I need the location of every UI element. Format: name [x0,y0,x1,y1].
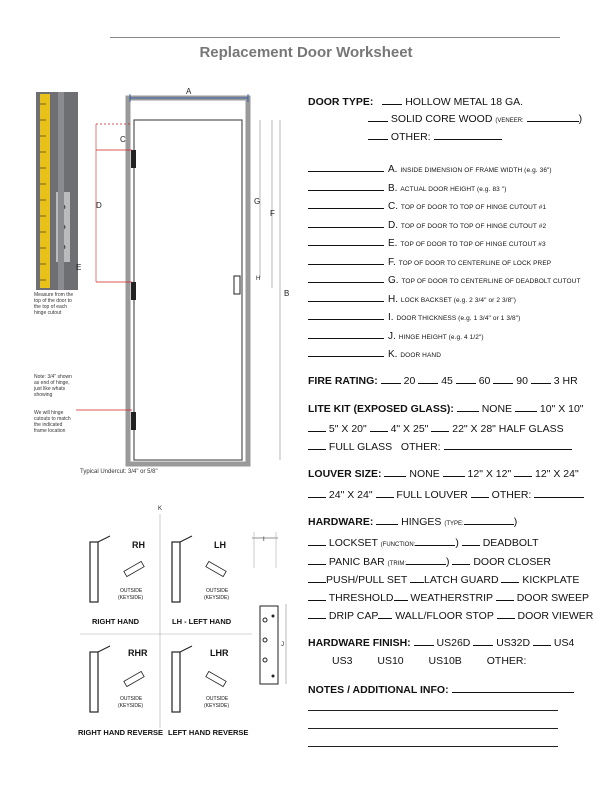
notes-line-2[interactable] [308,728,558,729]
latch-guard-label: LATCH GUARD [424,574,499,586]
lhr-keyside: (KEYSIDE) [204,703,230,709]
finish-us32d-checkbox[interactable] [473,636,493,646]
lite-none-label: NONE [481,403,513,415]
kickplate-label: KICKPLATE [522,574,580,586]
note-measure: Measure from the top of the door to the top of each hinge cutout [34,292,74,316]
lite-10x10-label: 10" X 10" [539,403,584,415]
fire-60-label: 60 [478,375,491,387]
notes-row [308,683,574,696]
hardware-finish-row-2 [332,655,526,667]
lite-kit-label: LITE KIT (EXPOSED GLASS): [308,403,454,415]
threshold-label: THRESHOLD [328,592,394,604]
lite-other-label: OTHER: [400,441,441,453]
lite-5x20-checkbox[interactable] [308,422,326,432]
louver-24x24-label: 24" X 24" [328,489,373,501]
note-cutouts: We will hinge cutouts to match the indicated frame location [34,410,71,434]
louver-none-checkbox[interactable] [384,467,406,477]
fire-20-label: 20 [403,375,416,387]
measurement-row-f: F. TOP OF DOOR TO CENTERLINE OF LOCK PREP [308,255,581,274]
veneer-input[interactable] [527,112,579,122]
measurement-input-d[interactable] [308,218,384,228]
lite-full-glass-checkbox[interactable] [308,440,326,450]
dim-label-d: D [96,201,102,210]
wall-floor-stop-label: WALL/FLOOR STOP [395,610,494,622]
louver-12x24-checkbox[interactable] [514,467,532,477]
door-elevation-diagram [76,84,300,480]
door-type-other-input[interactable] [434,130,502,140]
lite-4x25-checkbox[interactable] [370,422,388,432]
measurement-input-a[interactable] [308,162,384,172]
dim-label-a: A [186,87,192,96]
panic-trim-label: (TRIM: [387,561,406,567]
door-type-other-label: OTHER: [390,131,431,143]
top-rule [110,37,560,38]
finish-us32d-label: US32D [496,637,531,649]
door-viewer-label: DOOR VIEWER [517,610,594,622]
fire-45-label: 45 [441,375,453,387]
measurement-row-g: G. TOP OF DOOR TO CENTERLINE OF DEADBOLT CUTOUT [308,273,581,292]
rh-outside: OUTSIDE [120,588,143,594]
lockset-function-label: (FUNCTION: [380,542,416,548]
rhr-outside: OUTSIDE [120,696,143,702]
louver-row-1 [308,467,579,480]
lite-kit-row-2 [308,422,564,435]
louver-24x24-checkbox[interactable] [308,488,326,498]
fire-45-checkbox[interactable] [418,374,438,384]
notes-line-3[interactable] [308,746,558,747]
measurement-row-k: K. DOOR HAND [308,347,581,366]
door-knob [234,276,240,294]
hinges-type-input[interactable] [464,515,514,525]
louver-full-label: FULL LOUVER [396,489,468,501]
louver-label: LOUVER SIZE: [308,468,382,480]
measurement-row-a: A. INSIDE DIMENSION OF FRAME WIDTH (e.g. 36") [308,162,581,181]
fire-90-checkbox[interactable] [493,374,513,384]
hand-code-lh: LH [214,540,226,550]
push-pull-label: PUSH/PULL SET [326,574,408,586]
louver-full-checkbox[interactable] [376,488,394,498]
measurement-input-h[interactable] [308,292,384,302]
hand-code-rhr: RHR [128,648,148,658]
dim-label-i: I [263,537,265,543]
lite-22x28-checkbox[interactable] [431,422,449,432]
fire-rating-row [308,374,578,387]
dim-label-e: E [76,263,82,272]
hand-label-rh: RIGHT HAND [92,617,140,626]
hardware-label: HARDWARE: [308,516,374,528]
hinge-detail-diagram [250,528,290,688]
lite-full-glass-label: FULL GLASS [328,441,393,453]
dim-label-b: B [284,289,290,298]
lite-kit-row-3 [308,440,572,453]
hardware-row-4 [308,573,579,586]
hardware-finish-label: HARDWARE FINISH: [308,637,411,649]
dim-label-k: K [158,506,163,512]
panic-bar-checkbox[interactable] [308,555,326,565]
hinge-2 [131,282,136,300]
door-sweep-checkbox[interactable] [496,591,514,601]
dim-label-f: F [270,209,275,218]
louver-other-checkbox[interactable] [471,488,489,498]
measurement-input-e[interactable] [308,236,384,246]
measurement-input-g[interactable] [308,273,384,283]
hand-label-lh: LH - LEFT HAND [172,617,232,626]
panic-trim-input[interactable] [406,555,446,565]
hinges-checkbox[interactable] [376,515,398,525]
door-type-hollow-checkbox[interactable] [382,95,402,105]
finish-us10-label[interactable]: US10 [377,655,404,667]
lite-none-checkbox[interactable] [457,402,479,412]
dim-label-g: G [254,197,261,206]
kickplate-checkbox[interactable] [501,573,519,583]
hinge-photo [36,92,78,290]
door-sweep-label: DOOR SWEEP [516,592,590,604]
rh-keyside: (KEYSIDE) [118,595,144,601]
measurement-row-e: E. TOP OF DOOR TO TOP OF HINGE CUTOUT #3 [308,236,581,255]
lockset-checkbox[interactable] [308,536,326,546]
measurement-input-k[interactable] [308,347,384,357]
finish-us26d-checkbox[interactable] [414,636,434,646]
door-type-hollow-label: HOLLOW METAL 18 GA. [405,96,524,108]
measurement-row-d: D. TOP OF DOOR TO TOP OF HINGE CUTOUT #2 [308,218,581,237]
lockset-function-input[interactable] [415,536,455,546]
weatherstrip-label: WEATHERSTRIP [410,592,493,604]
door-type-label: DOOR TYPE: [308,96,374,108]
weatherstrip-checkbox[interactable] [394,591,408,601]
hinge-3 [131,412,136,430]
fire-60-checkbox[interactable] [456,374,476,384]
lh-keyside: (KEYSIDE) [204,595,230,601]
hinges-label: HINGES [401,516,442,528]
lite-kit-row-1 [308,402,584,415]
dim-label-j: J [281,642,284,648]
finish-us26d-label: US26D [436,637,471,649]
lite-other-input[interactable] [444,440,572,450]
fire-20-checkbox[interactable] [381,374,401,384]
hardware-row-1: HARDWARE: HINGES (TYPE: ) [308,516,518,528]
note-hinge-end: Note: 3/4" shown as end of hinge, just like whats showing [34,374,72,398]
door-type-other-checkbox[interactable] [368,130,388,140]
louver-other-label: OTHER: [491,489,532,501]
door-type-wood-label: SOLID CORE WOOD [390,113,493,125]
measurement-input-f[interactable] [308,255,384,265]
drip-cap-checkbox[interactable] [308,609,326,619]
measurement-row-h: H. LOCK BACKSET (e.g. 2 3/4" or 2 3/8") [308,292,581,311]
lockset-label: LOCKSET [328,537,378,549]
hinge-1 [131,150,136,168]
measurement-input-b[interactable] [308,181,384,191]
measurement-row-c: C. TOP OF DOOR TO TOP OF HINGE CUTOUT #1 [308,199,581,218]
louver-12x12-label: 12" X 12" [467,468,512,480]
deadbolt-label: DEADBOLT [482,537,539,549]
dim-label-h: H [256,276,261,282]
door-type-wood-row: SOLID CORE WOOD (VENEER: ) [368,112,582,125]
lhr-outside: OUTSIDE [206,696,229,702]
hardware-row-3: PANIC BAR (TRIM: ) DOOR CLOSER [308,555,551,568]
drip-cap-label: DRIP CAP [328,610,379,622]
page-title: Replacement Door Worksheet [199,44,413,61]
lite-5x20-label: 5" X 20" [328,423,367,435]
measurement-input-c[interactable] [308,199,384,209]
rhr-keyside: (KEYSIDE) [118,703,144,709]
door-type-other-row [368,130,502,143]
push-pull-checkbox[interactable] [308,573,326,583]
panic-bar-label: PANIC BAR [328,556,385,568]
door-type-wood-checkbox[interactable] [368,112,388,122]
measurement-row-b: B. ACTUAL DOOR HEIGHT (e.g. 83 ") [308,181,581,200]
lite-4x25-label: 4" X 25" [390,423,429,435]
hand-code-rh: RH [132,540,145,550]
louver-other-input[interactable] [534,488,584,498]
louver-row-2 [308,488,584,501]
door-closer-label: DOOR CLOSER [473,556,551,568]
hinges-type-label: (TYPE: [444,521,464,527]
door-closer-checkbox[interactable] [452,555,470,565]
louver-12x24-label: 12" X 24" [535,468,579,480]
hand-code-lhr: LHR [210,648,229,658]
notes-label: NOTES / ADDITIONAL INFO: [308,684,449,696]
fire-3hr-label: 3 HR [553,375,578,387]
veneer-label: (VENEER: [495,118,524,124]
finish-us3-label[interactable]: US3 [332,655,353,667]
fire-3hr-checkbox[interactable] [531,374,551,384]
undercut-note: Typical Undercut: 3/4" or 5/8" [80,469,158,475]
lite-22x28-label: 22" X 28" HALF GLASS [452,423,564,435]
hardware-finish-row-1 [308,636,574,649]
hand-label-rhr: RIGHT HAND REVERSE [78,728,164,737]
fire-90-label: 90 [516,375,528,387]
latch-guard-checkbox[interactable] [410,573,424,583]
louver-12x12-checkbox[interactable] [443,467,465,477]
door-type-row [308,95,523,108]
hardware-row-5 [308,591,589,604]
hardware-row-2: LOCKSET (FUNCTION: ) DEADBOLT [308,536,539,549]
finish-us4-label: US4 [553,637,575,649]
lite-10x10-checkbox[interactable] [515,402,537,412]
measurement-row-i: I. DOOR THICKNESS (e.g. 1 3/4" or 1 3/8") [308,310,581,329]
finish-us4-checkbox[interactable] [533,636,551,646]
door-viewer-checkbox[interactable] [497,609,515,619]
hardware-row-6 [308,609,593,622]
notes-input-0[interactable] [452,683,574,693]
finish-other-label[interactable]: OTHER: [486,655,527,667]
measurements-list [308,162,581,366]
wall-floor-stop-checkbox[interactable] [378,609,392,619]
louver-none-label: NONE [409,468,440,480]
deadbolt-checkbox[interactable] [462,536,480,546]
door-slab [134,120,242,460]
finish-us10b-label[interactable]: US10B [428,655,462,667]
lh-outside: OUTSIDE [206,588,229,594]
measurement-row-j: J. HINGE HEIGHT (e.g. 4 1/2") [308,329,581,348]
threshold-checkbox[interactable] [308,591,326,601]
hand-label-lhr: LEFT HAND REVERSE [168,728,249,737]
notes-line-1[interactable] [308,710,558,711]
measurement-input-j[interactable] [308,329,384,339]
measurement-input-i[interactable] [308,310,384,320]
dim-label-c: C [120,135,126,144]
fire-rating-label: FIRE RATING: [308,375,378,387]
